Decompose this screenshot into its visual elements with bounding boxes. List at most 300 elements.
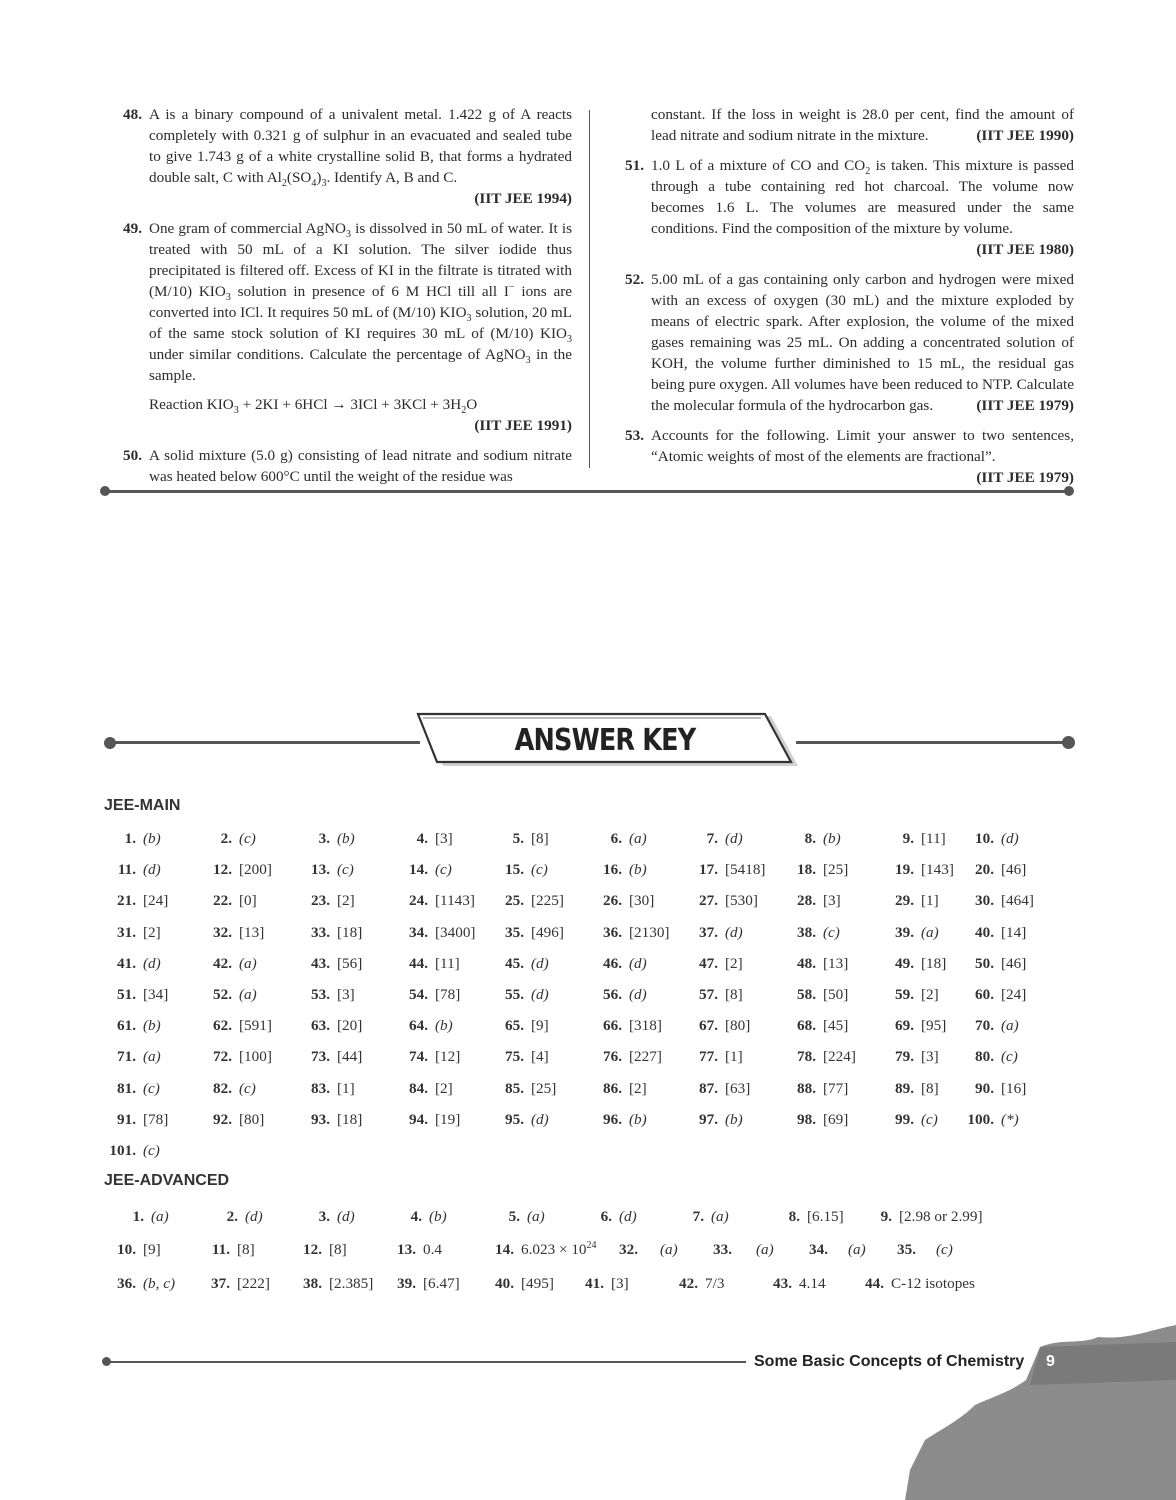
answer-value: [46] <box>1001 954 1027 972</box>
answer-number: 68. <box>797 1017 816 1035</box>
question-item <box>614 104 1074 146</box>
answer-number: 35. <box>897 1241 916 1258</box>
answer-number: 8. <box>804 830 816 847</box>
answer-item <box>396 1080 453 1098</box>
answer-item <box>784 1048 856 1066</box>
answer-value: [2] <box>725 954 743 972</box>
answer-value: (b) <box>629 1110 647 1128</box>
footer-rule <box>106 1361 746 1363</box>
answer-item <box>298 861 354 879</box>
answer-item <box>784 892 841 910</box>
answer-number: 14. <box>495 1241 514 1258</box>
answer-item <box>396 1017 453 1035</box>
answer-number: 11. <box>117 861 136 879</box>
answer-value: (c) <box>337 861 354 879</box>
answer-item <box>962 861 1026 879</box>
answer-number: 27. <box>699 892 718 910</box>
answer-number: 40. <box>495 1275 514 1292</box>
answer-number: 70. <box>975 1017 994 1035</box>
answer-number: 44. <box>865 1275 884 1292</box>
answer-number: 7. <box>692 1208 704 1225</box>
answer-value: [45] <box>823 1017 849 1035</box>
answer-item <box>200 924 264 942</box>
question-item <box>614 155 1074 260</box>
answer-number: 2. <box>220 830 232 847</box>
answer-number: 40. <box>975 923 994 941</box>
answer-item <box>104 892 168 910</box>
answer-value: [1] <box>921 892 939 910</box>
answer-number: 10. <box>975 830 994 847</box>
answer-item <box>572 1275 629 1293</box>
answer-number: 46. <box>603 954 622 972</box>
answer-value: (a) <box>629 830 647 847</box>
answer-item <box>686 892 758 910</box>
answer-value: [25] <box>823 861 849 879</box>
answer-number: 41. <box>585 1275 604 1292</box>
answer-number: 43. <box>311 954 330 972</box>
answer-number: 38. <box>303 1275 322 1292</box>
answer-number: 23. <box>311 892 330 910</box>
answer-value: (a) <box>239 986 257 1003</box>
answer-item <box>198 1241 255 1259</box>
answer-item <box>298 892 355 910</box>
question-item <box>112 218 572 436</box>
question-source: (IIT JEE 1979) <box>976 469 1074 486</box>
answer-number: 74. <box>409 1048 428 1066</box>
answer-number: 43. <box>773 1275 792 1292</box>
answer-item <box>200 1017 272 1035</box>
question-number: 52. <box>625 271 644 288</box>
answer-value: [6.15] <box>807 1208 844 1225</box>
question-number: 50. <box>123 447 142 464</box>
answer-item <box>396 986 460 1004</box>
answer-value: [8] <box>921 1079 939 1097</box>
answer-value: (a) <box>921 923 939 941</box>
answer-item <box>590 1111 647 1129</box>
answer-value: C-12 isotopes <box>891 1275 975 1292</box>
answer-item <box>882 1111 938 1129</box>
page-number: 9 <box>1046 1353 1055 1370</box>
answer-item <box>492 1048 549 1066</box>
answer-value: (a) <box>239 954 257 972</box>
answer-item <box>590 861 647 879</box>
answer-item <box>768 1208 844 1226</box>
answer-number: 1. <box>124 830 136 847</box>
answer-number: 82. <box>213 1079 232 1097</box>
answer-value: (b) <box>629 861 647 879</box>
answer-value: [18] <box>337 923 363 941</box>
answer-item <box>298 1111 362 1129</box>
section-divider <box>106 490 1069 493</box>
answer-item <box>962 830 1019 848</box>
question-number: 49. <box>123 220 142 237</box>
answer-value: [2] <box>921 986 939 1003</box>
answer-value: [8] <box>725 986 743 1003</box>
answer-item <box>686 1017 750 1035</box>
answer-value: [1] <box>725 1048 743 1066</box>
answer-number: 101. <box>109 1142 136 1159</box>
answer-value: [3400] <box>435 923 476 941</box>
answer-number: 37. <box>699 923 718 941</box>
answer-value: [2] <box>435 1079 453 1097</box>
answer-value: [24] <box>143 892 169 910</box>
answer-item <box>580 1208 637 1226</box>
answer-value: (c) <box>921 1110 938 1128</box>
answer-value: [9] <box>143 1241 161 1258</box>
answer-number: 21. <box>117 892 136 910</box>
question-reaction: Reaction $KIO_3 + 2KI + 6HCl \to 3ICl + 3KCl + 3H_2O$ <box>149 396 478 417</box>
answer-item <box>962 986 1026 1004</box>
answer-value: [19] <box>435 1110 461 1128</box>
answer-item <box>606 1241 645 1259</box>
answer-item <box>882 1017 946 1035</box>
answer-value: (a) <box>527 1208 545 1225</box>
answer-value: [5418] <box>725 861 766 879</box>
answer-item <box>784 1111 848 1129</box>
answer-value: (c) <box>1001 1048 1018 1066</box>
answer-item <box>482 1241 597 1259</box>
answer-number: 99. <box>895 1110 914 1128</box>
answer-number: 20. <box>975 861 994 879</box>
answer-number: 41. <box>117 954 136 972</box>
answer-number: 76. <box>603 1048 622 1066</box>
answer-number: 29. <box>895 892 914 910</box>
answer-value: (d) <box>337 1208 355 1225</box>
question-text: Accounts for the following. Limit your answer to two sentences, “Atomic weights of most of the elements are fractional”. <box>651 427 1074 465</box>
answer-value: (c) <box>435 861 452 879</box>
question-source: (IIT JEE 1991) <box>474 417 572 434</box>
answer-number: 3. <box>318 1208 330 1225</box>
answer-number: 60. <box>975 986 994 1003</box>
answer-item <box>200 861 272 879</box>
answer-item <box>686 1048 743 1066</box>
answer-key-title: ANSWER KEY <box>514 723 696 758</box>
answer-item <box>492 955 549 973</box>
answer-number: 95. <box>505 1110 524 1128</box>
answer-value: (c) <box>143 1079 160 1097</box>
footer-dot <box>102 1357 111 1366</box>
answer-number: 58. <box>797 986 816 1003</box>
answer-item <box>660 1241 678 1259</box>
answer-number: 36. <box>117 1275 136 1292</box>
answer-item <box>104 1142 160 1160</box>
answer-number: 67. <box>699 1017 718 1035</box>
answer-value: [3] <box>823 892 841 910</box>
answer-item <box>686 861 766 879</box>
answer-item <box>104 1275 175 1293</box>
answer-item <box>590 892 654 910</box>
answer-value: (d) <box>619 1208 637 1225</box>
answer-number: 5. <box>512 830 524 847</box>
question-item <box>112 104 572 209</box>
answer-item <box>492 986 549 1004</box>
answer-number: 90. <box>975 1079 994 1097</box>
question-source: (IIT JEE 1994) <box>474 190 572 207</box>
answer-number: 63. <box>311 1017 330 1035</box>
answer-item <box>882 1048 939 1066</box>
answer-item <box>396 861 452 879</box>
answer-value: [78] <box>435 986 461 1003</box>
answer-item <box>686 830 743 848</box>
answer-number: 42. <box>213 954 232 972</box>
answer-number: 86. <box>603 1079 622 1097</box>
answer-value: [63] <box>725 1079 751 1097</box>
answer-value: [3] <box>435 830 453 847</box>
answer-value: (d) <box>143 861 161 879</box>
answer-number: 32. <box>619 1241 638 1258</box>
answer-number: 7. <box>706 830 718 847</box>
answer-item <box>784 955 848 973</box>
answer-value: [2.98 or 2.99] <box>899 1208 983 1225</box>
answer-value: (b) <box>143 1017 161 1035</box>
answer-number: 51. <box>117 986 136 1003</box>
answer-item <box>686 955 743 973</box>
answer-number: 87. <box>699 1079 718 1097</box>
answer-item <box>848 1241 866 1259</box>
answer-value: (b) <box>435 1017 453 1035</box>
answer-value: [11] <box>921 830 946 847</box>
answer-value: (c) <box>823 923 840 941</box>
answer-value: (d) <box>1001 830 1019 847</box>
answer-value: 7/3 <box>705 1275 725 1292</box>
answer-value: (c) <box>936 1241 953 1258</box>
answer-item <box>672 1208 729 1226</box>
answer-item <box>590 924 670 942</box>
column-divider <box>589 110 590 468</box>
answer-item <box>298 955 362 973</box>
answer-value: [56] <box>337 954 363 972</box>
answer-value: (b) <box>725 1110 743 1128</box>
answer-value: [8] <box>531 830 549 847</box>
answer-number: 39. <box>895 923 914 941</box>
answer-value: [50] <box>823 986 849 1003</box>
answer-item <box>298 1017 362 1035</box>
answer-number: 55. <box>505 986 524 1003</box>
answer-value: [224] <box>823 1048 856 1066</box>
answer-item <box>590 1017 662 1035</box>
answer-number: 73. <box>311 1048 330 1066</box>
answer-number: 6. <box>600 1208 612 1225</box>
answer-item <box>390 1208 447 1226</box>
answer-value: [2] <box>337 892 355 910</box>
answer-value: [13] <box>239 923 265 941</box>
answer-item <box>686 1080 750 1098</box>
answer-value: [2.385] <box>329 1275 374 1292</box>
answer-number: 6. <box>610 830 622 847</box>
answer-value: (d) <box>245 1208 263 1225</box>
answer-item <box>290 1275 373 1293</box>
answer-number: 8. <box>788 1208 800 1225</box>
answer-item <box>396 955 460 973</box>
answer-item <box>756 1241 774 1259</box>
answer-value: [4] <box>531 1048 549 1066</box>
answer-item <box>482 1275 554 1293</box>
answer-value: [225] <box>531 892 564 910</box>
answer-number: 79. <box>895 1048 914 1066</box>
question-text: 5.00 mL of a gas containing only carbon and hydrogen were mixed with an excess of oxygen (30 mL) and the mixture exploded by means of electric spark. After explosion, the volume of the mixed gases remaining was 25 mL. On adding a concentrated solution of KOH, the volume further diminished to 15 mL, the residual gas being pure oxygen. All volumes have been reduced to NTP. Calculate the molecular formula of the hydrocarbon gas. (IIT JEE 1979) <box>651 271 1074 414</box>
answer-number: 66. <box>603 1017 622 1035</box>
answer-value: [1143] <box>435 892 475 910</box>
answer-number: 57. <box>699 986 718 1003</box>
answer-number: 4. <box>416 830 428 847</box>
answer-item <box>492 861 548 879</box>
answer-number: 81. <box>117 1079 136 1097</box>
answer-number: 93. <box>311 1110 330 1128</box>
answer-value: [143] <box>921 861 954 879</box>
question-text: A solid mixture (5.0 g) consisting of lead nitrate and sodium nitrate was heated below 600°C until the weight of the residue was <box>149 447 572 485</box>
answer-item <box>104 924 161 942</box>
question-text: constant. If the loss in weight is 28.0 per cent, find the amount of lead nitrate and sodium nitrate in the mixture. (IIT JEE 1990) <box>651 106 1074 144</box>
answer-item <box>492 1017 549 1035</box>
answer-value: (b) <box>823 830 841 847</box>
answer-value: (d) <box>531 954 549 972</box>
answer-value: [100] <box>239 1048 272 1066</box>
answer-value: [14] <box>1001 923 1027 941</box>
answer-item <box>298 1208 355 1226</box>
answer-number: 25. <box>505 892 524 910</box>
answer-value: [20] <box>337 1017 363 1035</box>
answer-value: (b, c) <box>143 1275 176 1292</box>
answer-value: [0] <box>239 892 257 910</box>
answer-item <box>200 1111 264 1129</box>
answer-item <box>200 892 257 910</box>
question-source: (IIT JEE 1990) <box>976 127 1074 144</box>
answer-value: [77] <box>823 1079 849 1097</box>
answer-number: 33. <box>311 923 330 941</box>
answer-item <box>298 1048 362 1066</box>
answer-item <box>590 986 647 1004</box>
answer-item <box>686 986 743 1004</box>
answer-number: 83. <box>311 1079 330 1097</box>
answer-number: 77. <box>699 1048 718 1066</box>
answer-value: $6.023 \times 10^{24}$ <box>521 1239 597 1258</box>
answer-value: [2] <box>629 1079 647 1097</box>
answer-value: [2130] <box>629 923 670 941</box>
answer-number: 34. <box>409 923 428 941</box>
answer-item <box>784 1080 848 1098</box>
question-number: 48. <box>123 106 142 123</box>
answer-number: 9. <box>880 1208 892 1225</box>
answer-value: [12] <box>435 1048 461 1066</box>
answer-value: [495] <box>521 1275 554 1292</box>
answer-item <box>590 1048 662 1066</box>
answer-value: [34] <box>143 986 169 1003</box>
answer-item <box>290 1241 347 1259</box>
answer-key-dot-right <box>1062 736 1075 749</box>
answer-number: 80. <box>975 1048 994 1066</box>
answer-value: [222] <box>237 1275 270 1292</box>
answer-key-rule-left <box>110 741 420 744</box>
jee-main-label: JEE-MAIN <box>104 797 181 814</box>
answer-number: 9. <box>902 830 914 847</box>
answer-number: 2. <box>226 1208 238 1225</box>
answer-item <box>962 1017 1019 1035</box>
answer-value: [200] <box>239 861 272 879</box>
answer-number: 54. <box>409 986 428 1003</box>
answer-item <box>396 1048 460 1066</box>
answer-number: 10. <box>117 1241 136 1258</box>
answer-item <box>882 830 946 848</box>
answer-item <box>298 986 355 1004</box>
answer-value: [3] <box>611 1275 629 1292</box>
answer-item <box>590 955 647 973</box>
answer-number: 94. <box>409 1110 428 1128</box>
answer-number: 11. <box>211 1241 230 1258</box>
questions-left-column <box>112 104 572 496</box>
answer-number: 96. <box>603 1110 622 1128</box>
answer-value: (c) <box>239 1079 256 1097</box>
answer-value: (b) <box>143 830 161 847</box>
answer-item <box>396 892 475 910</box>
answer-item <box>206 1208 263 1226</box>
answer-value: [227] <box>629 1048 662 1066</box>
answer-number: 26. <box>603 892 622 910</box>
answer-item <box>200 955 257 973</box>
answer-value: [80] <box>239 1110 265 1128</box>
answer-number: 42. <box>679 1275 698 1292</box>
answer-value: [18] <box>921 954 947 972</box>
answer-item <box>882 955 946 973</box>
question-item <box>112 445 572 487</box>
question-item <box>614 425 1074 488</box>
answer-number: 91. <box>117 1110 136 1128</box>
answer-number: 65. <box>505 1017 524 1035</box>
answer-value: [16] <box>1001 1079 1027 1097</box>
answer-number: 89. <box>895 1079 914 1097</box>
answer-value: [69] <box>823 1110 849 1128</box>
answer-value: (a) <box>848 1241 866 1258</box>
answer-item <box>104 861 161 879</box>
question-item <box>614 269 1074 416</box>
answer-value: (c) <box>143 1142 160 1159</box>
answer-number: 30. <box>975 892 994 910</box>
answer-number: 85. <box>505 1079 524 1097</box>
answer-number: 31. <box>117 923 136 941</box>
answer-item <box>198 1275 270 1293</box>
answer-number: 13. <box>397 1241 416 1258</box>
answer-value: (d) <box>143 954 161 972</box>
jee-advanced-label: JEE-ADVANCED <box>104 1172 230 1189</box>
answer-value: (a) <box>1001 1017 1019 1035</box>
answer-item <box>104 1048 161 1066</box>
answer-value: [18] <box>337 1110 363 1128</box>
answer-value: [8] <box>329 1241 347 1258</box>
answer-value: (d) <box>531 986 549 1003</box>
answer-number: 14. <box>409 861 428 879</box>
answer-value: (d) <box>725 830 743 847</box>
answer-number: 3. <box>318 830 330 847</box>
answer-value: [30] <box>629 892 655 910</box>
answer-item <box>860 1208 983 1226</box>
answer-item <box>492 1111 549 1129</box>
answer-number: 34. <box>809 1241 828 1258</box>
answer-value: [1] <box>337 1079 355 1097</box>
answer-number: 45. <box>505 954 524 972</box>
answer-value: 4.14 <box>799 1275 826 1292</box>
answer-value: [44] <box>337 1048 363 1066</box>
answer-number: 33. <box>713 1241 732 1258</box>
answer-item <box>396 924 476 942</box>
answer-number: 12. <box>213 861 232 879</box>
answer-item <box>492 924 564 942</box>
answer-number: 84. <box>409 1079 428 1097</box>
question-text: One gram of commercial AgNO$_3$ is dissolved in 50 mL of water. It is treated with 50 mL of a KI solution. The silver iodide thus precipitated is filtered off. Excess of KI in the filtrate is titrated with (M/10) $KIO_3$ solution in presence of 6 M HCl till all I− ions are converted into ICl. It requires 50 mL of (M/10) $KIO_3$ solution, 20 mL of the same stock solution of KI requires 30 mL of (M/10) $KIO_3$ under similar conditions. Calculate the percentage of AgNO$_3$ in the sample. <box>149 220 573 384</box>
answer-item <box>882 1080 939 1098</box>
answer-value: [3] <box>921 1048 939 1066</box>
answer-item <box>492 830 549 848</box>
question-source: (IIT JEE 1979) <box>976 397 1074 414</box>
answer-item <box>784 830 841 848</box>
